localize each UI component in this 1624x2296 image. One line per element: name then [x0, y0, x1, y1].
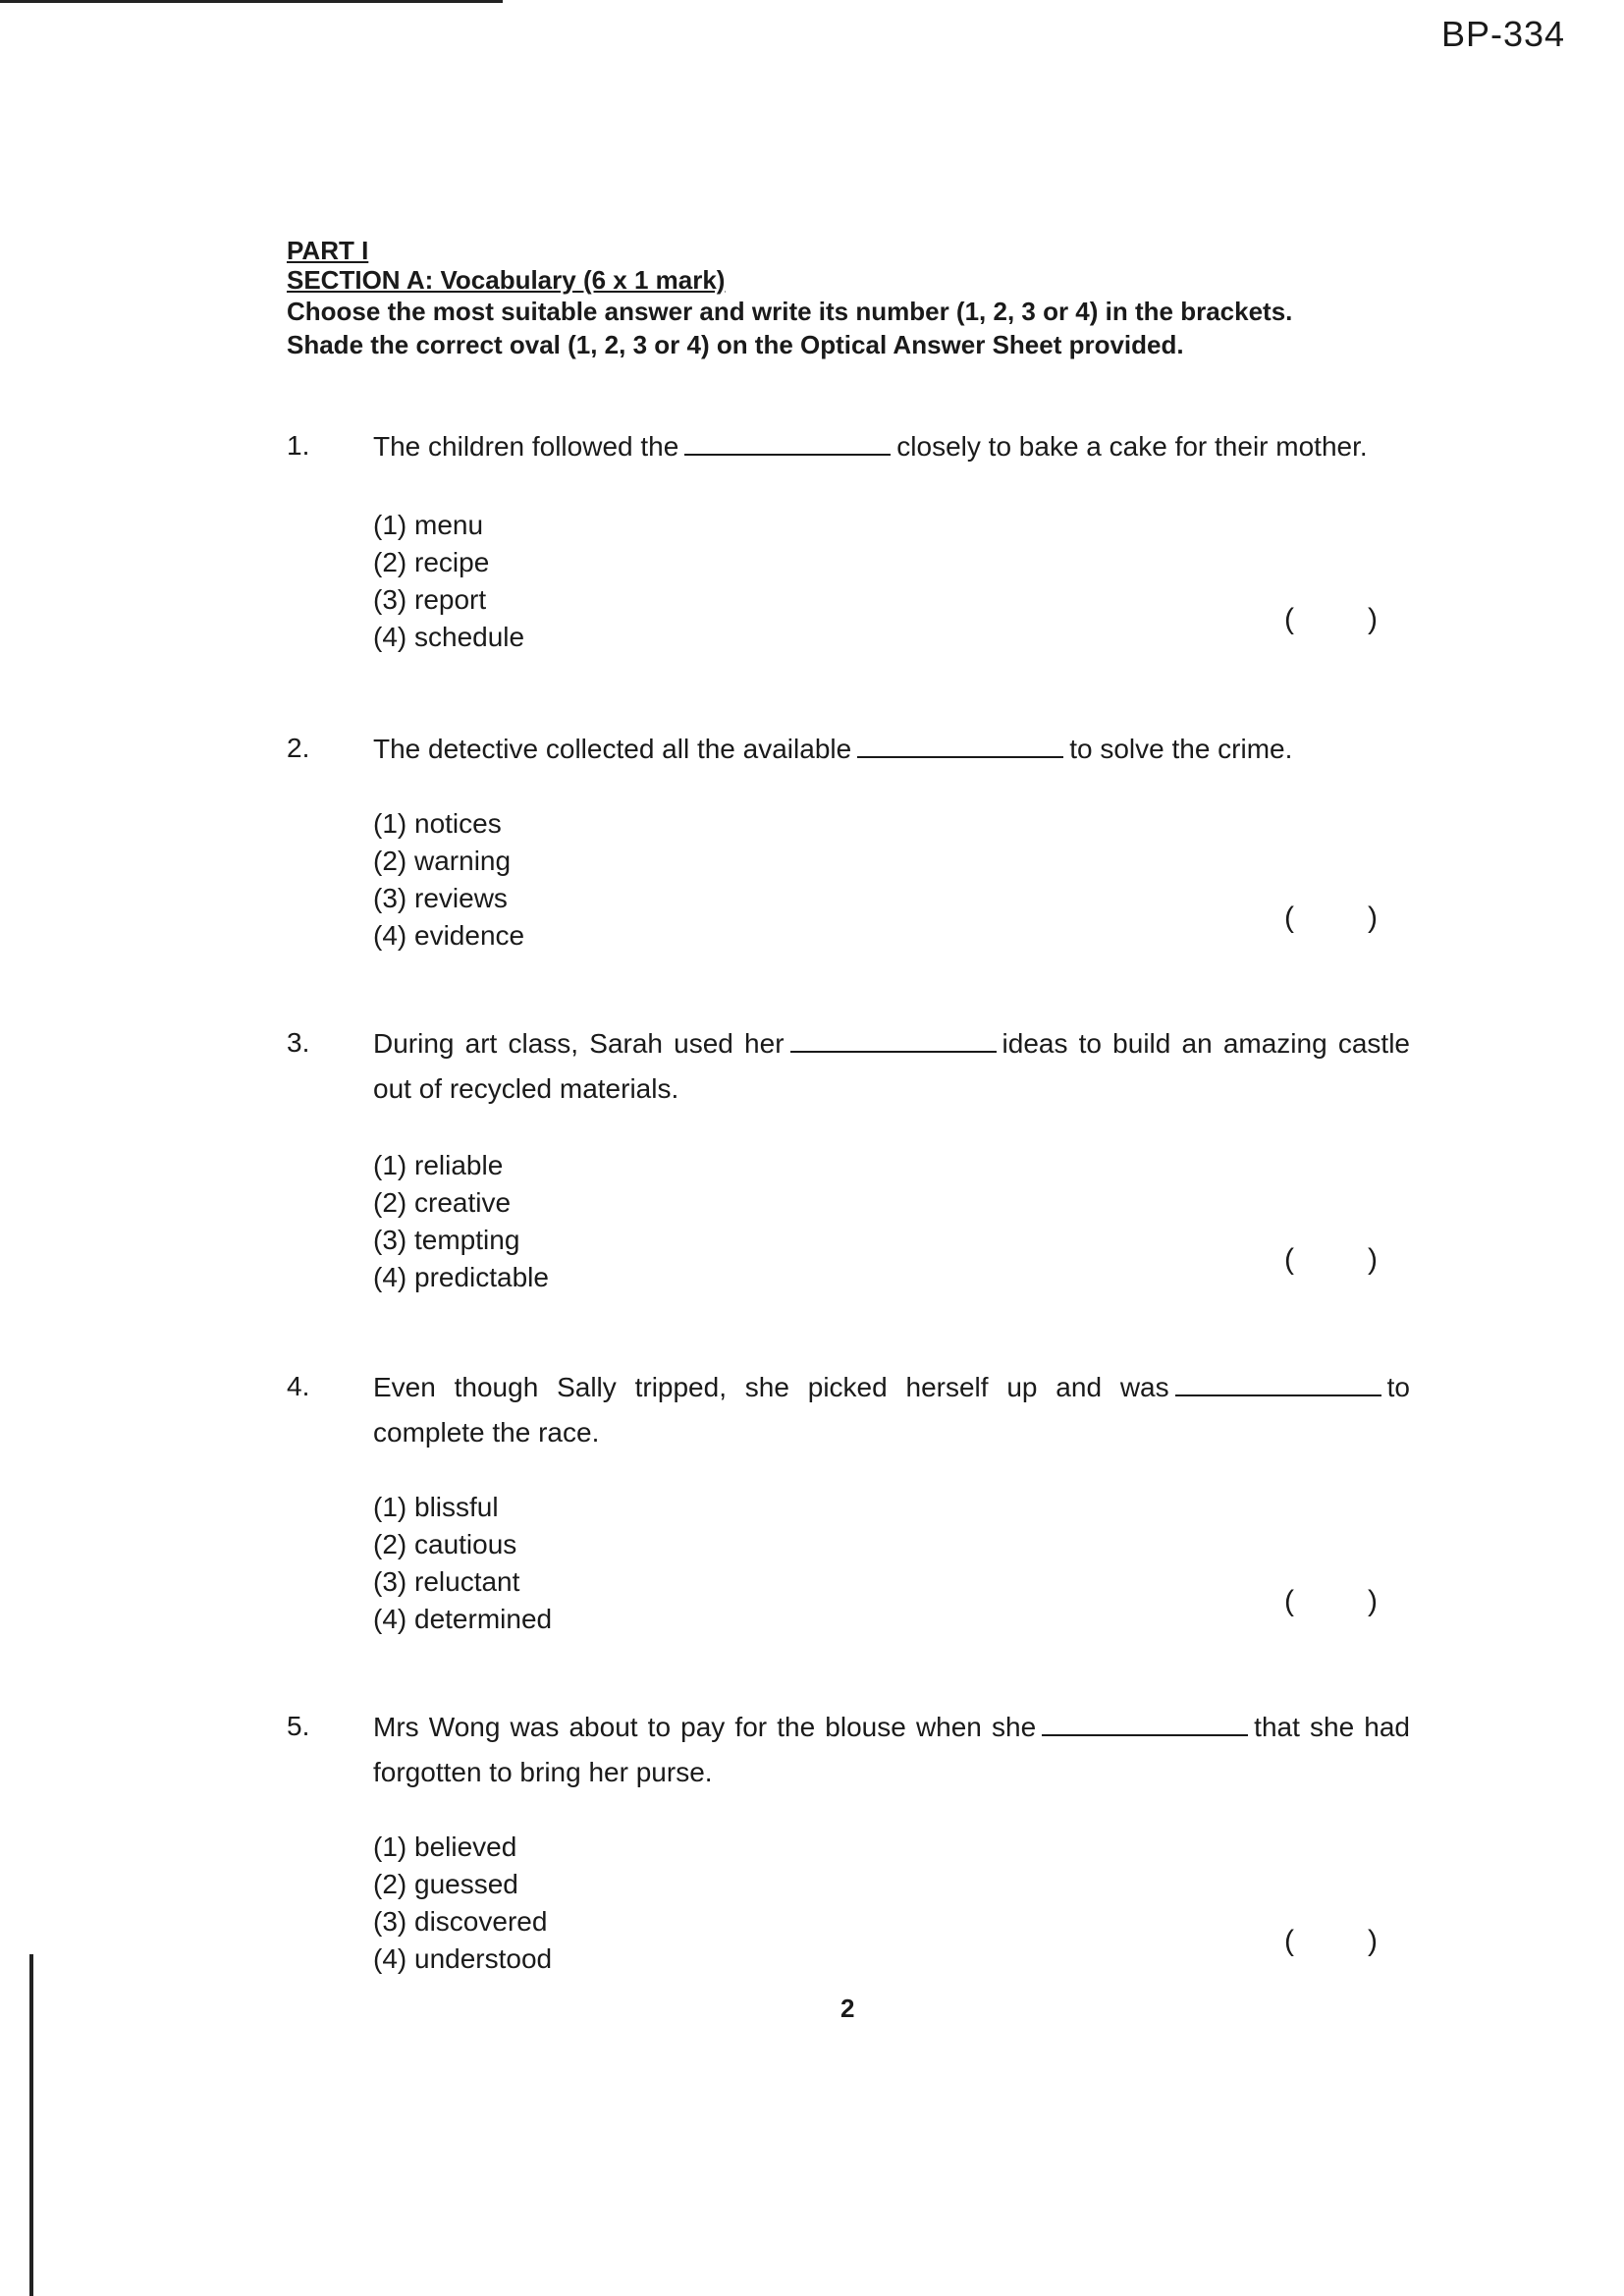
question-number: 3.	[287, 1027, 310, 1058]
question-stem	[373, 727, 1410, 772]
question-number: 1.	[287, 430, 310, 461]
answer-bracket[interactable]: ( )	[1284, 1243, 1378, 1276]
option-4: (4) schedule	[373, 622, 525, 652]
instruction-line-1: Choose the most suitable answer and write its number (1, 2, 3 or 4) in the brackets.	[287, 297, 1293, 326]
question-stem	[373, 1021, 1410, 1112]
scan-edge-left	[29, 1954, 33, 2296]
option-3: (3) report	[373, 584, 487, 615]
option-4: (4) understood	[373, 1943, 553, 1974]
stem-after: to complete the race.	[373, 1372, 1410, 1448]
option-list	[373, 1829, 552, 1978]
section-header	[287, 236, 1426, 361]
option-2: (2) cautious	[373, 1529, 517, 1559]
answer-bracket[interactable]: ( )	[1284, 1585, 1378, 1617]
scan-edge-top	[0, 0, 503, 3]
option-1: (1) menu	[373, 510, 484, 540]
stem-after: to solve the crime.	[1069, 734, 1293, 764]
option-1: (1) reliable	[373, 1150, 504, 1180]
option-4: (4) determined	[373, 1604, 553, 1634]
stem-before: Mrs Wong was about to pay for the blouse when she	[373, 1712, 1037, 1742]
option-1: (1) notices	[373, 808, 502, 839]
answer-blank	[857, 733, 1063, 758]
stem-after: closely to bake a cake for their mother.	[896, 431, 1368, 462]
option-3: (3) reluctant	[373, 1566, 520, 1597]
question-stem	[373, 1705, 1410, 1795]
answer-blank	[1175, 1371, 1381, 1396]
option-2: (2) warning	[373, 846, 512, 876]
stem-before: The detective collected all the available	[373, 734, 852, 764]
stem-after: ideas to build an amazing castle out of recycled materials.	[373, 1028, 1410, 1104]
answer-blank	[1042, 1711, 1248, 1736]
option-4: (4) predictable	[373, 1262, 549, 1292]
stem-before: During art class, Sarah used her	[373, 1028, 785, 1059]
question-number: 4.	[287, 1371, 310, 1401]
option-list	[373, 1489, 552, 1638]
option-2: (2) guessed	[373, 1869, 518, 1899]
question-stem	[373, 424, 1410, 469]
answer-blank	[790, 1027, 997, 1053]
option-4: (4) evidence	[373, 920, 525, 951]
page-number: 2	[840, 1994, 855, 2023]
answer-bracket[interactable]: ( )	[1284, 902, 1378, 934]
section-title: SECTION A: Vocabulary (6 x 1 mark)	[287, 265, 726, 295]
option-3: (3) discovered	[373, 1906, 548, 1937]
answer-bracket[interactable]: ( )	[1284, 1925, 1378, 1957]
option-list	[373, 507, 524, 656]
answer-blank	[684, 430, 891, 456]
option-1: (1) blissful	[373, 1492, 499, 1522]
option-3: (3) reviews	[373, 883, 508, 913]
option-2: (2) creative	[373, 1187, 512, 1218]
instruction-line-2: Shade the correct oval (1, 2, 3 or 4) on the Optical Answer Sheet provided.	[287, 330, 1184, 359]
option-list	[373, 805, 524, 955]
question-number: 2.	[287, 733, 310, 763]
document-code: BP-334	[1441, 14, 1566, 54]
stem-after: that she had forgotten to bring her purse.	[373, 1712, 1411, 1787]
question-stem	[373, 1365, 1410, 1455]
stem-before: Even though Sally tripped, she picked herself up and was	[373, 1372, 1169, 1402]
question-number: 5.	[287, 1711, 310, 1741]
part-title: PART I	[287, 236, 369, 265]
option-3: (3) tempting	[373, 1225, 520, 1255]
answer-bracket[interactable]: ( )	[1284, 603, 1378, 635]
stem-before: The children followed the	[373, 431, 679, 462]
option-2: (2) recipe	[373, 547, 490, 577]
option-list	[373, 1147, 549, 1296]
option-1: (1) believed	[373, 1831, 517, 1862]
